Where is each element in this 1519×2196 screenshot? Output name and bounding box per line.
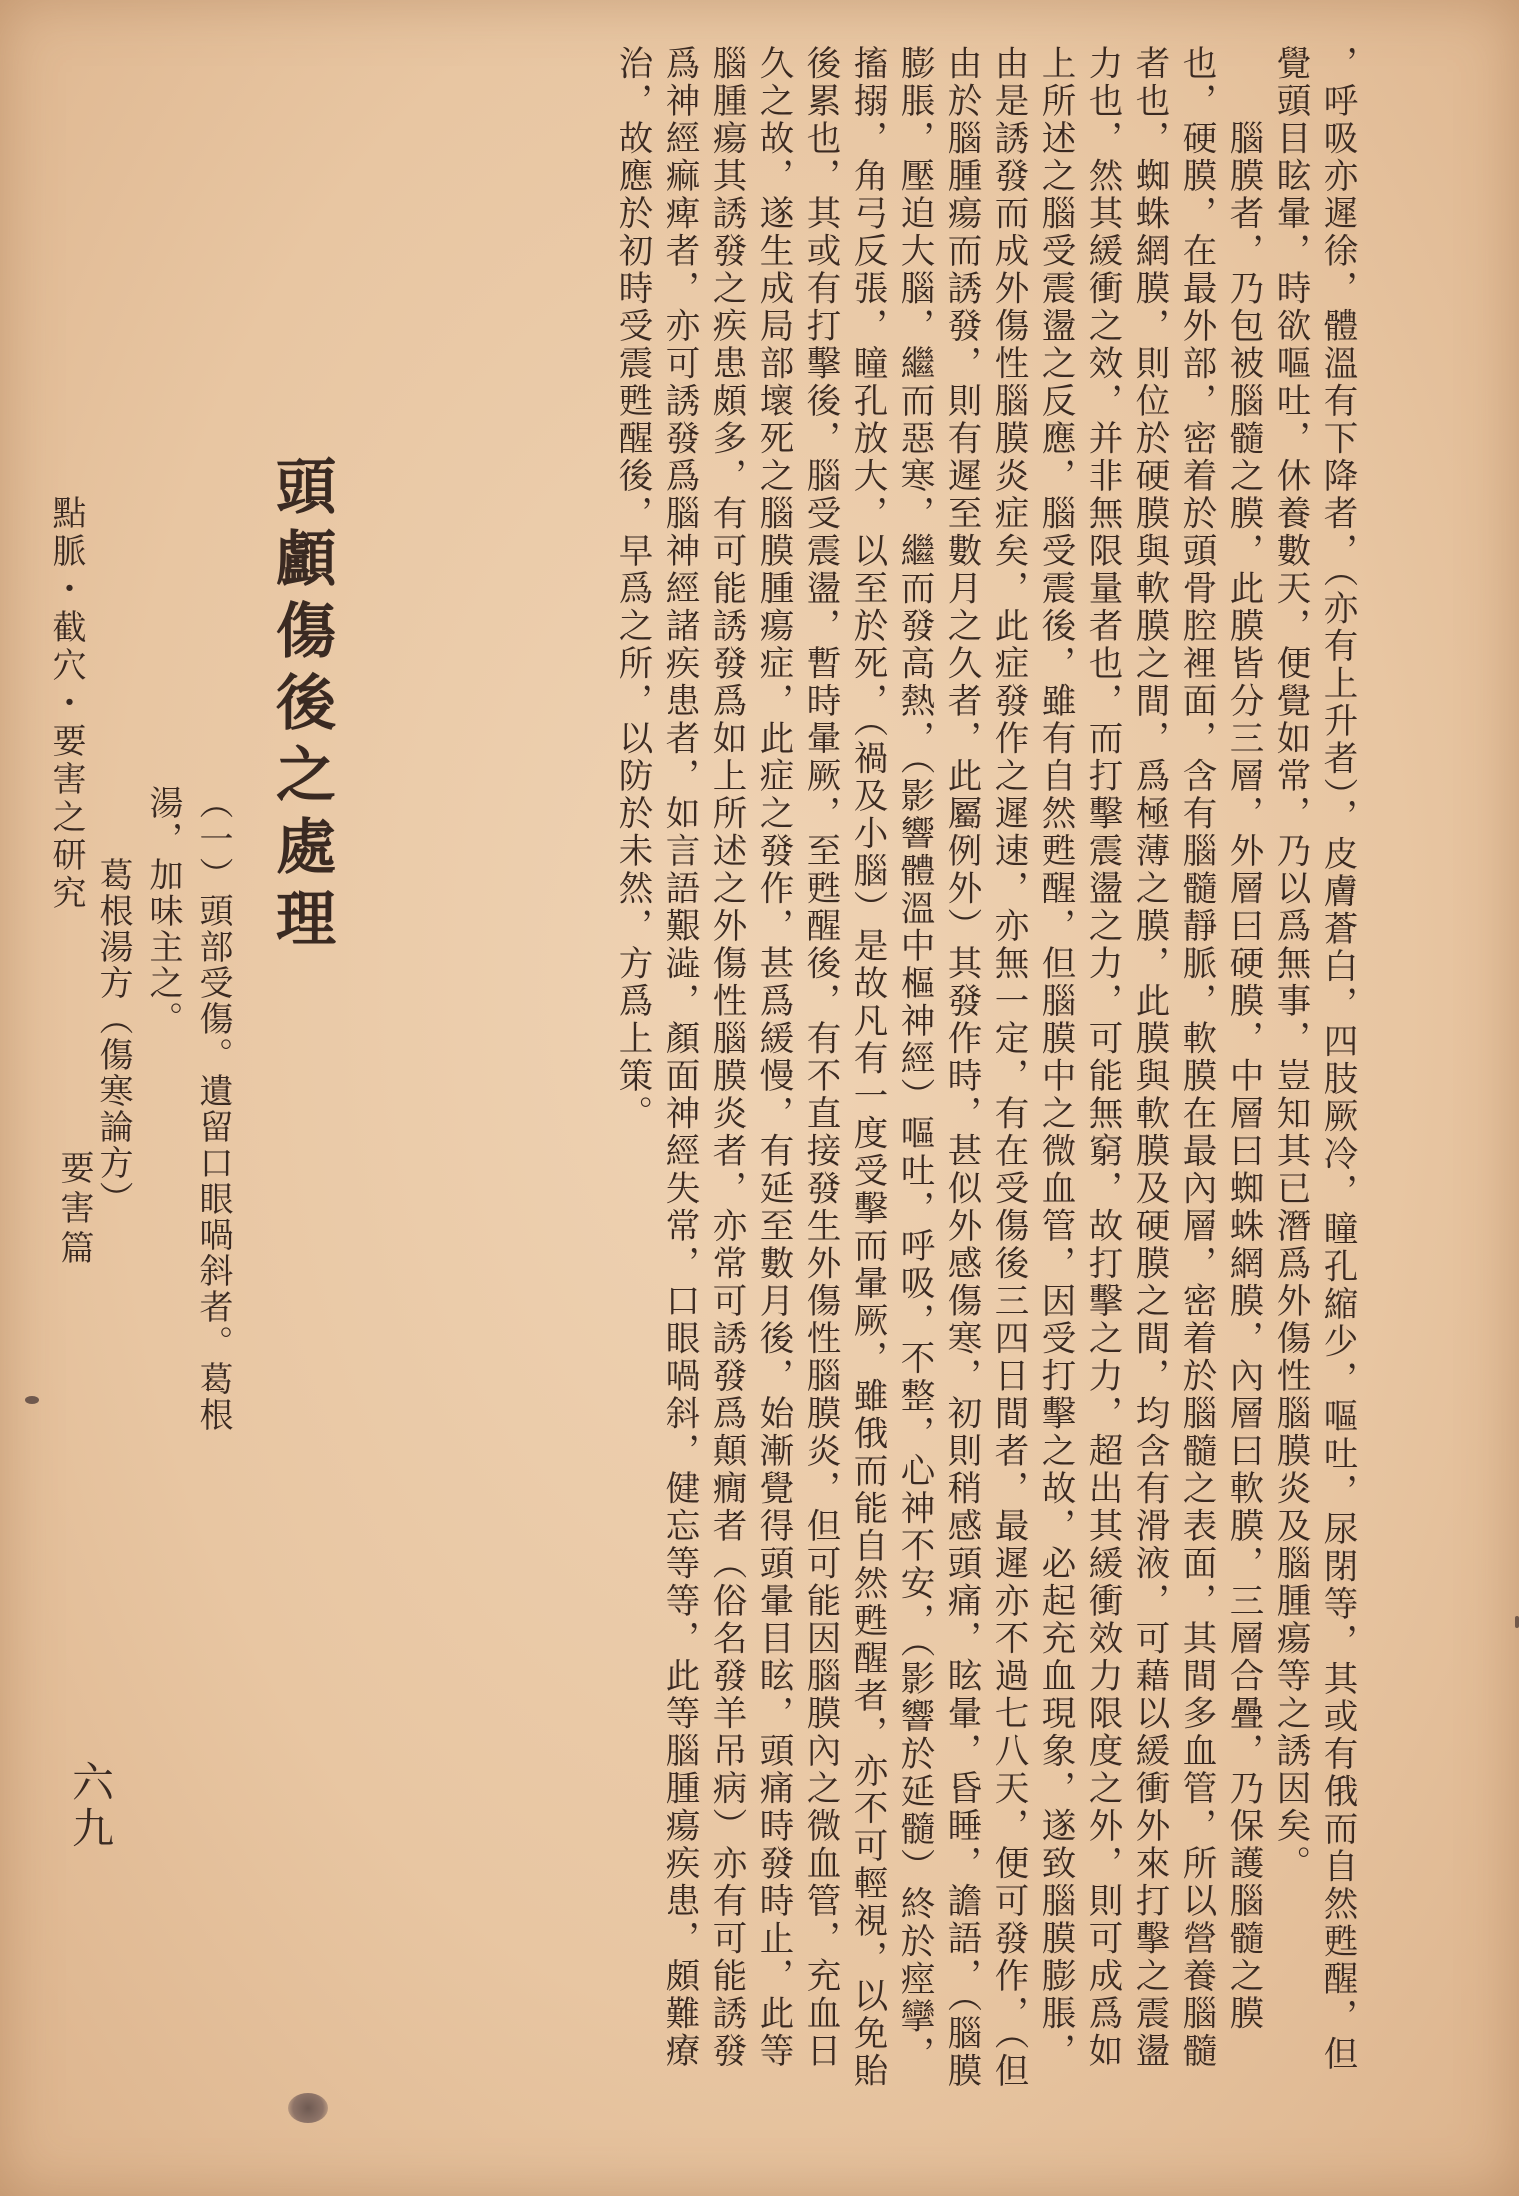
subsection-line-2: 葛根湯方（傷寒論方）	[93, 785, 133, 1217]
section-heading: 頭顱傷後之處理	[266, 455, 336, 959]
ink-stain	[288, 2093, 328, 2123]
subsection-line-1: （一）頭部受傷。遺留口眼喎斜者。葛根湯，加味主之。	[143, 785, 233, 1433]
paragraph-1: ，呼吸亦遲徐，體溫有下降者，（亦有上升者），皮膚蒼白，四肢厥冷，瞳孔縮少，嘔吐，尿閉等，其或有俄而自然甦醒，但覺頭目眩暈，時欲嘔吐，休養數天，便覺如常，乃以爲無事，豈知其已潛爲外傷性腦膜炎及腦腫瘍等之誘因矣。	[1270, 45, 1357, 2073]
running-book-title: 點脈・截穴・要害之研究	[46, 495, 86, 913]
ink-fleck	[1515, 1616, 1519, 1628]
running-section-title: 要害篇	[54, 1150, 94, 1270]
body-text	[340, 45, 1360, 2095]
subsection-text	[93, 785, 238, 1485]
page-number: 六九	[66, 1760, 115, 1852]
paragraph-2: 腦膜者，乃包被腦髓之膜，此膜皆分三層，外層曰硬膜，中層曰蜘蛛網膜，內層曰軟膜，三層合疊，乃保護腦髓之膜也，硬膜，在最外部，密着於頭骨腔裡面，含有腦髓靜脈，軟膜在最內層，密着於腦髓之表面，其間多血管，所以營養腦髓者也，蜘蛛網膜，則位於硬膜與軟膜之間，爲極薄之膜，此膜與軟膜及硬膜之間，均含有滑液，可藉以緩衝外來打擊之震盪力也，然其緩衝之效，并非無限量者也，而打擊震盪之力，可能無窮，故打擊之力，超出其緩衝效力限度之外，則可成爲如上所述之腦受震盪之反應，腦受震後，雖有自然甦醒，但腦膜中之微血管，因受打擊之故，必起充血現象，遂致腦膜膨脹，由是誘發而成外傷性腦膜炎症矣，此症發作之遲速，亦無一定，有在受傷後三四日間者，最遲亦不過七八天，便可發作，（但由於腦腫瘍而誘發，則有遲至數月之久者，此屬例外）其發作時，甚似外感傷寒，初則稍感頭痛，眩暈，昏睡，譫語，（腦膜膨脹，壓迫大腦，繼而惡寒，繼而發高熱，（影響體溫中樞神經）嘔吐，呼吸，不整，心神不安，（影響於延髓）終於痙攣，搐搦，角弓反張，瞳孔放大，以至於死，（禍及小腦）是故凡有一度受擊而暈厥，雖俄而能自然甦醒者，亦不可輕視，以免貽後累也，其或有打擊後，腦受震盪，暫時暈厥，至甦醒後，有不直接發生外傷性腦膜炎，但可能因腦膜內之微血管，充血日久之故，遂生成局部壞死之腦膜腫瘍症，此症之發作，甚爲緩慢，有延至數月後，始漸覺得頭暈目眩，頭痛時發時止，此等腦腫瘍其誘發之疾患頗多，有可能誘發爲如上所述之外傷性腦膜炎者，亦常可誘發爲顛癇者（俗名發羊吊病）亦有可能誘發爲神經痲痺者，亦可誘發爲腦神經諸疾患者，如言語艱澁，顏面神經失常，口眼喎斜，健忘等等，此等腦腫瘍疾患，頗難療治，故應於初時受震甦醒後，早爲之所，以防於未然，方爲上策。	[612, 45, 1263, 2091]
ink-fleck	[25, 1396, 39, 1404]
